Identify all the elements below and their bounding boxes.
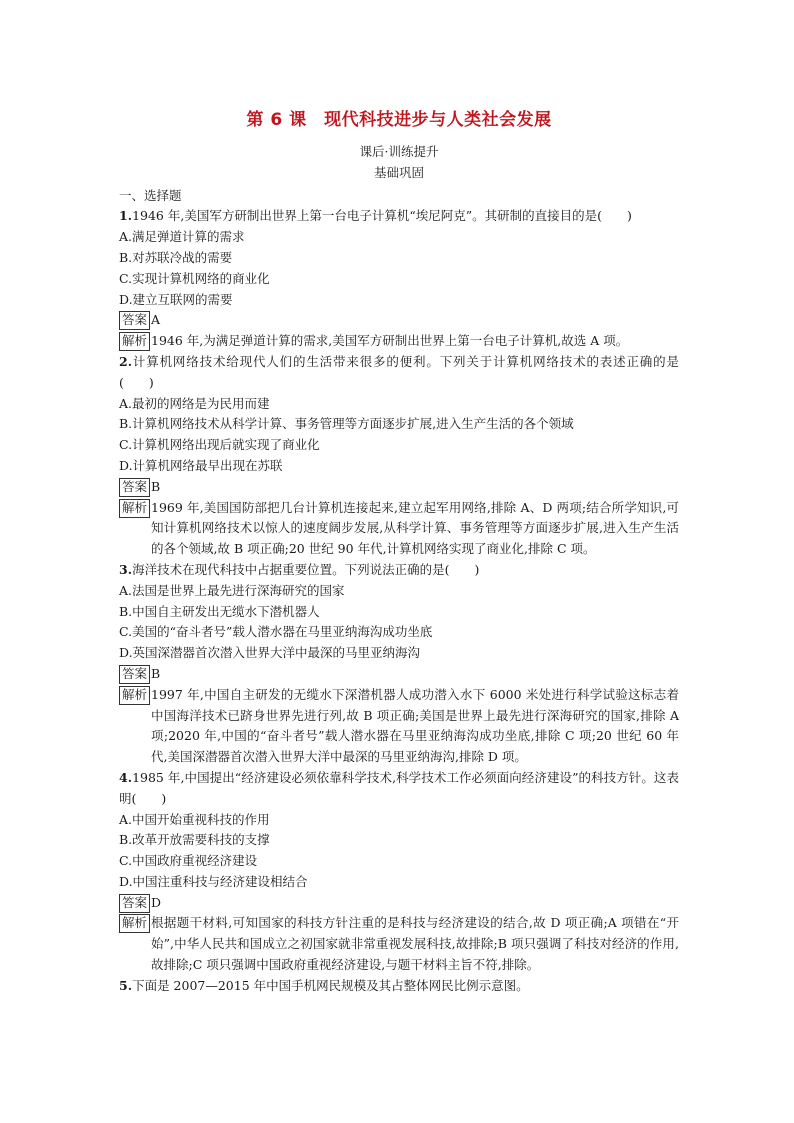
option-d: D.计算机网络最早出现在苏联 [119, 457, 283, 473]
analysis-text: 1997 年,中国自主研发的无缆水下深潜机器人成功潜入水下 6000 米处进行科学试验这标志着中国海洋技术已跻身世界先进行列,故 B 项正确;美国是世界上最先进行深海研究的国家,排除 A 项;2020 年,中国的“奋斗者号”载人潜水器在马里亚纳海沟成功坐底,排除 C 项;20 世纪 60 年代,美国深潜器首次潜入世界大洋中最深的马里亚纳海沟,排除 D 项。 [151, 686, 679, 765]
question-stem: 1.1946 年,美国军方研制出世界上第一台电子计算机“埃尼阿克”。其研制的直接目的是( ) [119, 208, 632, 224]
answer-value: A [151, 312, 161, 328]
question-number: 3. [119, 561, 133, 577]
answer-value: B [151, 665, 161, 681]
subtitle-basics: 基础巩固 [373, 164, 424, 180]
question-number: 5. [119, 977, 133, 993]
question-stem: 4.1985 年,中国提出“经济建设必须依靠科学技术,科学技术工作必须面向经济建设”的科技方针。这表明( ) [119, 769, 679, 806]
option-d: D.建立互联网的需要 [119, 291, 233, 307]
analysis-row [119, 913, 679, 975]
analysis-tag: 解析 [119, 332, 150, 351]
section-heading: 一、选择题 [119, 187, 182, 203]
question-number: 2. [119, 353, 133, 369]
option-a: A.中国开始重视科技的作用 [119, 811, 270, 827]
option-b: B.中国自主研发出无缆水下潜机器人 [119, 603, 320, 619]
question-1 [119, 206, 679, 352]
option-b: B.改革开放需要科技的支撑 [119, 832, 270, 848]
answer-tag: 答案 [119, 894, 150, 913]
analysis-text: 根据题干材料,可知国家的科技方针注重的是科技与经济建设的结合,故 D 项正确;A 项错在“开始”,中华人民共和国成立之初国家就非常重视发展科技,故排除;B 项只强调了科技对经济的作用,故排除;C 项只强调中国政府重视经济建设,与题干材料主旨不符,排除。 [151, 915, 679, 973]
option-c: C.美国的“奋斗者号”载人潜水器在马里亚纳海沟成功坐底 [119, 624, 433, 640]
subtitle-after-class: 课后·训练提升 [359, 144, 439, 159]
question-2 [119, 352, 679, 560]
option-c: C.计算机网络出现后就实现了商业化 [119, 437, 320, 453]
question-3 [119, 560, 679, 768]
question-number: 4. [119, 769, 133, 785]
question-stem: 2.计算机网络技术给现代人们的生活带来很多的便利。下列关于计算机网络技术的表述正确的是( ) [119, 353, 679, 390]
option-d: D.中国注重科技与经济建设相结合 [119, 873, 308, 889]
answer-row [119, 664, 679, 685]
question-4 [119, 768, 679, 976]
content [119, 102, 679, 997]
question-stem: 5.下面是 2007—2015 年中国手机网民规模及其占整体网民比例示意图。 [119, 977, 529, 993]
analysis-tag: 解析 [119, 499, 150, 518]
analysis-tag: 解析 [119, 686, 150, 705]
answer-tag: 答案 [119, 478, 150, 497]
option-b: B.对苏联冷战的需要 [119, 249, 233, 265]
answer-row [119, 477, 679, 498]
analysis-text: 1946 年,为满足弹道计算的需求,美国军方研制出世界上第一台电子计算机,故选 A 项。 [151, 333, 629, 349]
answer-tag: 答案 [119, 665, 150, 684]
answer-value: B [151, 478, 161, 494]
question-5 [119, 976, 679, 997]
option-a: A.满足弹道计算的需求 [119, 229, 245, 245]
question-stem: 3.海洋技术在现代科技中占据重要位置。下列说法正确的是( ) [119, 561, 480, 577]
answer-row [119, 310, 679, 331]
analysis-text: 1969 年,美国国防部把几台计算机连接起来,建立起军用网络,排除 A、D 两项;结合所学知识,可知计算机网络技术以惊人的速度阔步发展,从科学计算、事务管理等方面逐步扩展,进入生产生活的各个领域,故 B 项正确;20 世纪 90 年代,计算机网络实现了商业化,排除 C 项。 [151, 499, 679, 557]
analysis-row [119, 685, 679, 768]
answer-tag: 答案 [119, 311, 150, 330]
analysis-row [119, 498, 679, 560]
option-d: D.英国深潜器首次潜入世界大洋中最深的马里亚纳海沟 [119, 645, 421, 661]
option-a: A.法国是世界上最先进行深海研究的国家 [119, 582, 345, 598]
analysis-tag: 解析 [119, 914, 150, 933]
option-b: B.计算机网络技术从科学计算、事务管理等方面逐步扩展,进入生产生活的各个领域 [119, 416, 574, 432]
answer-row [119, 893, 679, 914]
option-a: A.最初的网络是为民用而建 [119, 395, 270, 411]
question-number: 1. [119, 208, 133, 224]
analysis-row [119, 331, 679, 352]
option-c: C.中国政府重视经济建设 [119, 853, 258, 869]
answer-value: D [151, 894, 162, 910]
lesson-title: 第 6 课 现代科技进步与人类社会发展 [246, 110, 552, 130]
option-c: C.实现计算机网络的商业化 [119, 270, 270, 286]
